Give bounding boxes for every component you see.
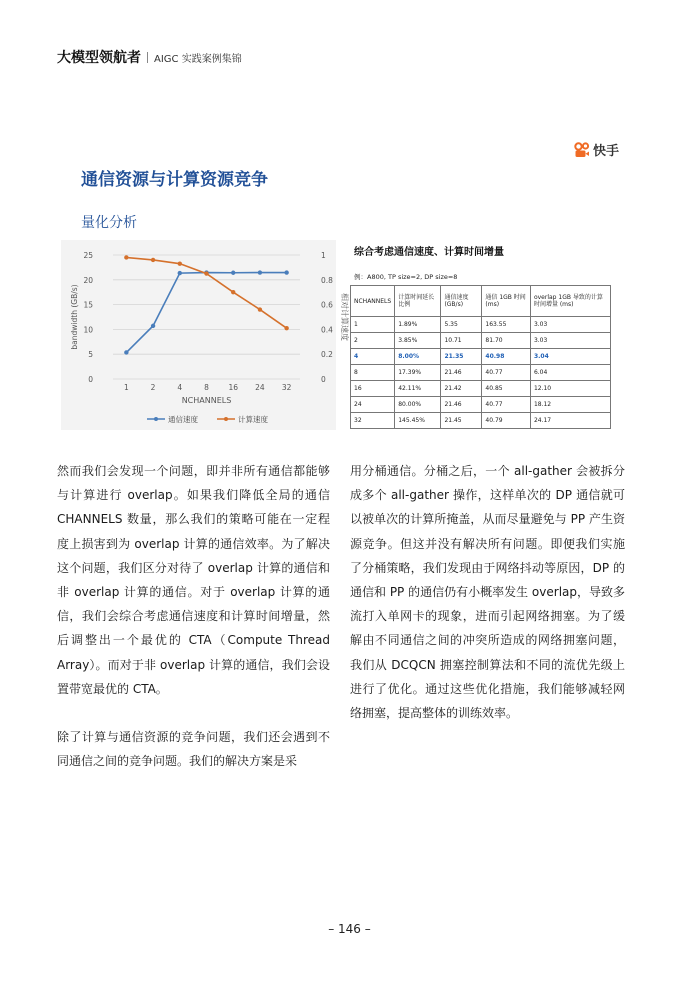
section-title: 通信资源与计算资源竞争 [81, 170, 268, 190]
table-cell: 21.45 [441, 413, 482, 429]
table-cell: 3.03 [530, 333, 610, 349]
table-row [351, 397, 611, 413]
table-cell: 21.46 [441, 397, 482, 413]
table-cell: 80.00% [395, 397, 441, 413]
y2-tick-label: 0 [321, 375, 326, 384]
right-column [350, 459, 625, 725]
book-title: 大模型领航者 [57, 50, 141, 66]
table-cell: 2 [351, 333, 395, 349]
table-cell: 12.10 [530, 381, 610, 397]
table-cell: 18.12 [530, 397, 610, 413]
table-cell: 40.77 [482, 365, 531, 381]
y-tick-label: 5 [88, 350, 93, 360]
table-header-cell: 通信速度 (GB/s) [441, 286, 482, 317]
table-cell: 4 [351, 349, 395, 365]
table-cell: 3.03 [530, 317, 610, 333]
data-point [258, 307, 262, 311]
table-cell: 32 [351, 413, 395, 429]
paragraph: 然而我们会发现一个问题，即并非所有通信都能够与计算进行 overlap。如果我们降低全局的通信 CHANNELS 数量，那么我们的策略可能在一定程度上损害到为 overlap 计算的通信效率。为了解决这个问题，我们区分对待了 overlap 计算的通信和非 overlap 计算的通信。对于 overlap 计算的通信，我们会综合考虑通信速度和计算时间增量，然后调整出一个最优的 CTA（Compute Thread Array）。而对于非 overlap 计算的通信，我们会设置带宽最优的 CTA。 [57, 464, 330, 696]
table-cell: 24 [351, 397, 395, 413]
line-chart [61, 240, 349, 430]
table-cell: 5.35 [441, 317, 482, 333]
table-cell: 17.39% [395, 365, 441, 381]
x-tick-label: 2 [150, 383, 156, 392]
data-point [151, 258, 155, 262]
table-cell: 21.42 [441, 381, 482, 397]
table-row [351, 349, 611, 365]
table-cell: 42.11% [395, 381, 441, 397]
table-cell: 40.98 [482, 349, 531, 365]
data-table [350, 285, 611, 429]
data-point [204, 271, 208, 275]
series-line [126, 257, 286, 328]
y-tick-label: 20 [83, 275, 93, 285]
table-cell: 10.71 [441, 333, 482, 349]
table-cell: 8.00% [395, 349, 441, 365]
table-cell: 21.46 [441, 365, 482, 381]
subsection-title: 量化分析 [81, 215, 137, 231]
y2-tick-label: 0.8 [321, 275, 333, 285]
table-cell: 1.89% [395, 317, 441, 333]
running-header [57, 47, 242, 67]
table-cell: 40.79 [482, 413, 531, 429]
table-cell: 21.35 [441, 349, 482, 365]
data-point [124, 255, 128, 259]
table-row [351, 317, 611, 333]
legend-label: 计算速度 [238, 415, 268, 424]
paragraph: 除了计算与通信资源的竞争问题，我们还会遇到不同通信之间的竞争问题。我们的解决方案是采 [57, 730, 330, 769]
table-body [351, 317, 611, 429]
table-row [351, 365, 611, 381]
legend-marker [224, 417, 228, 421]
x-tick-label: 1 [123, 383, 129, 392]
table-cell: 40.77 [482, 397, 531, 413]
table-cell: 163.55 [482, 317, 531, 333]
y2-tick-label: 0.6 [321, 300, 333, 310]
table-header-cell: 计算时间延长比例 [395, 286, 441, 317]
paragraph: 用分桶通信。分桶之后，一个 all-gather 会被拆分成多个 all-gather 操作，这样单次的 DP 通信就可以被单次的计算所掩盖，从而尽量避免与 PP 产生资源竞争。但这并没有解决所有问题。即便我们实施了分桶策略，我们发现由于网络抖动等原因，DP 的通信和 PP 的通信仍有小概率发生 overlap，导致多流打入单网卡的现象，进而引起网络拥塞。为了缓解由不同通信之间的冲突所造成的网络拥塞问题，我们从 DCQCN 拥塞控制算法和不同的流优先级上进行了优化。通过这些优化措施，我们能够减轻网络拥塞，提高整体的训练效率。 [350, 464, 625, 721]
y2-tick-label: 0.4 [321, 325, 333, 335]
table-row [351, 381, 611, 397]
data-point [258, 270, 262, 274]
x-tick-label: 24 [255, 383, 265, 392]
legend-marker [154, 417, 158, 421]
data-point [231, 290, 235, 294]
page-number: – 146 – [328, 922, 371, 936]
y-tick-label: 10 [83, 325, 93, 335]
table-cell: 40.85 [482, 381, 531, 397]
kuaishou-logo [574, 140, 619, 159]
data-point [178, 261, 182, 265]
table-header-cell: 通信 1GB 时间 (ms) [482, 286, 531, 317]
table-cell: 8 [351, 365, 395, 381]
y2-tick-label: 1 [321, 251, 326, 260]
x-tick-label: 32 [281, 383, 292, 392]
kuaishou-logo-icon [574, 142, 590, 158]
data-point [151, 324, 155, 328]
table-cell: 1 [351, 317, 395, 333]
x-axis-label: NCHANNELS [181, 396, 232, 405]
series-title: AIGC 实践案例集锦 [154, 54, 242, 65]
line-chart-svg [61, 240, 349, 430]
y-tick-label: 25 [83, 251, 93, 260]
legend-label: 通信速度 [168, 415, 198, 424]
y2-tick-label: 0.2 [321, 350, 333, 360]
table-cell: 145.45% [395, 413, 441, 429]
data-point [178, 271, 182, 275]
table-cell: 16 [351, 381, 395, 397]
table-note: 例：A800, TP size=2, DP size=8 [354, 273, 458, 281]
table-cell: 81.70 [482, 333, 531, 349]
header-divider [147, 52, 148, 63]
left-column [57, 459, 330, 773]
table-title: 综合考虑通信速度、计算时间增量 [354, 247, 504, 258]
data-point [231, 271, 235, 275]
table-cell: 6.04 [530, 365, 610, 381]
table-cell: 24.17 [530, 413, 610, 429]
logo-text: 快手 [593, 144, 620, 159]
table-row [351, 333, 611, 349]
table-header-row [351, 286, 611, 317]
x-tick-label: 8 [204, 383, 209, 392]
y-axis-label: bandwidth (GB/s) [70, 284, 79, 350]
x-tick-label: 4 [177, 383, 183, 392]
table-cell: 3.85% [395, 333, 441, 349]
table-row [351, 413, 611, 429]
data-point [124, 350, 128, 354]
data-point [284, 270, 288, 274]
y-tick-label: 0 [88, 375, 93, 384]
y2-axis-label: 相对计算速度 [340, 293, 349, 341]
table-header-cell: overlap 1GB 导致的计算时间增量 (ms) [530, 286, 610, 317]
x-tick-label: 16 [228, 383, 238, 392]
table-cell: 3.04 [530, 349, 610, 365]
series-line [126, 273, 286, 353]
data-point [284, 326, 288, 330]
y-tick-label: 15 [83, 300, 93, 310]
table-header-cell: NCHANNELS [351, 286, 395, 317]
